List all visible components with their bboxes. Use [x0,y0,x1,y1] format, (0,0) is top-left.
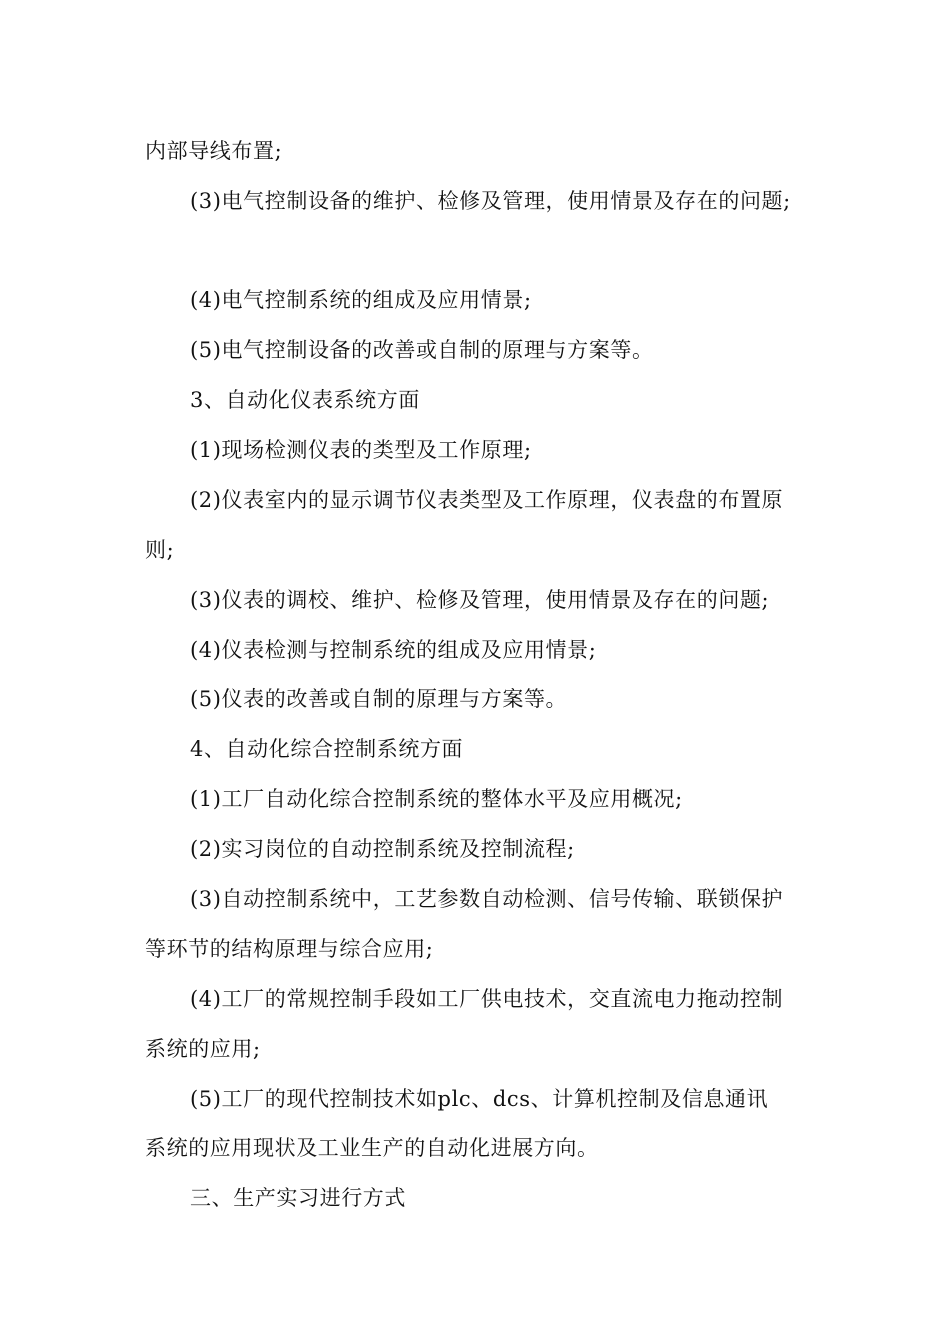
text-line: (2)仪表室内的显示调节仪表类型及工作原理，仪表盘的布置原 [190,488,784,512]
text-line: 系统的应用; [145,1037,261,1061]
text-line: (2)实习岗位的自动控制系统及控制流程; [190,837,575,861]
text-line: (5)工厂的现代控制技术如plc、dcs、计算机控制及信息通讯 [190,1087,769,1111]
text-line: (1)工厂自动化综合控制系统的整体水平及应用概况; [190,787,683,811]
text-line: 等环节的结构原理与综合应用; [145,937,434,961]
text-line: 则; [145,538,175,562]
section-heading: 三、生产实习进行方式 [190,1186,406,1210]
text-line: (4)工厂的常规控制手段如工厂供电技术，交直流电力拖动控制 [190,987,784,1011]
text-line: (1)现场检测仪表的类型及工作原理; [190,438,532,462]
text-line: 内部导线布置; [145,139,283,163]
text-line: (3)自动控制系统中，工艺参数自动检测、信号传输、联锁保护 [190,887,784,911]
text-line: (4)仪表检测与控制系统的组成及应用情景; [190,638,597,662]
text-line: (4)电气控制系统的组成及应用情景; [190,288,532,312]
text-line: 系统的应用现状及工业生产的自动化进展方向。 [145,1136,599,1160]
section-heading: 4、自动化综合控制系统方面 [190,737,464,761]
text-line: (5)电气控制设备的改善或自制的原理与方案等。 [190,338,654,362]
text-line: (3)电气控制设备的维护、检修及管理，使用情景及存在的问题; [190,189,791,213]
text-line: (5)仪表的改善或自制的原理与方案等。 [190,687,568,711]
text-line: (3)仪表的调校、维护、检修及管理，使用情景及存在的问题; [190,588,770,612]
section-heading: 3、自动化仪表系统方面 [190,388,420,412]
